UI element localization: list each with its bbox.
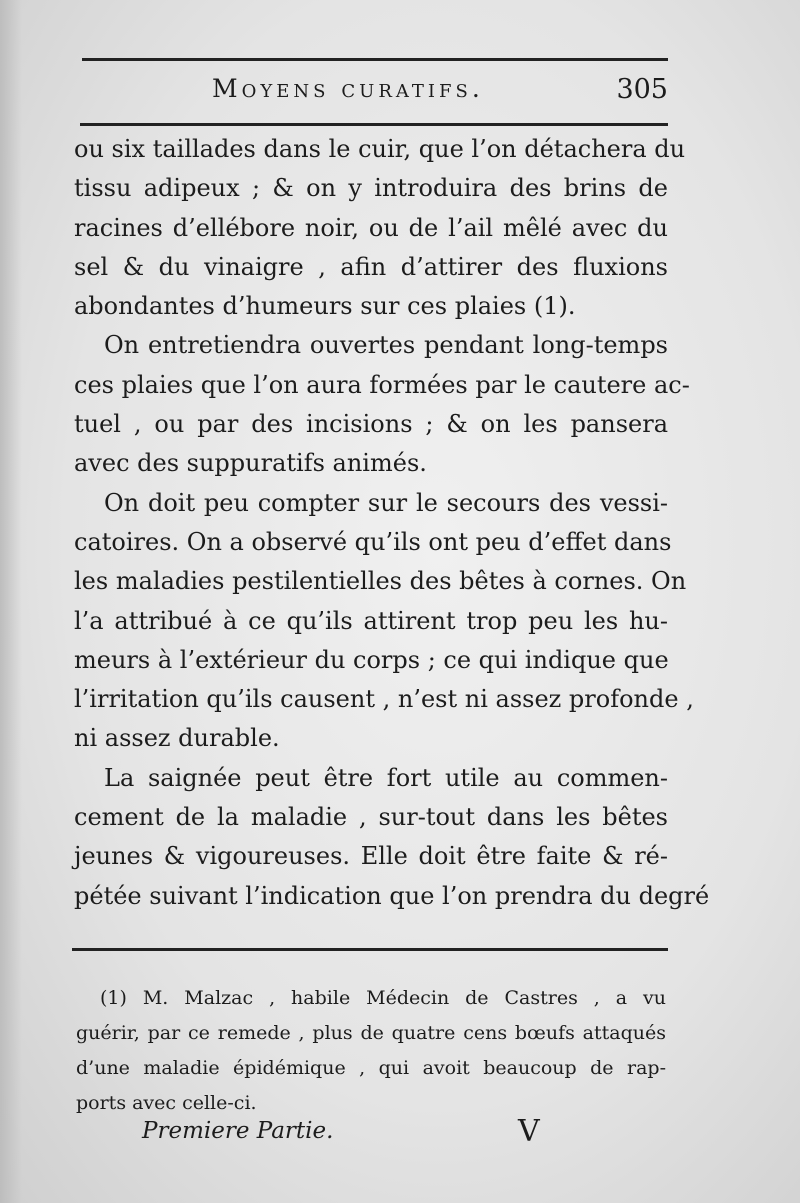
body-line: La saignée peut être fort utile au commen-	[104, 763, 668, 792]
body-line: racines d’ellébore noir, ou de l’ail mêlé avec du	[74, 213, 668, 242]
body-line: ni assez durable.	[74, 724, 280, 753]
body-line: sel & du vinaigre , afin d’attirer des fluxions	[74, 252, 668, 281]
body-line: On entretiendra ouvertes pendant long-temps	[104, 331, 668, 360]
body-line: pétée suivant l’indication que l’on prendra du degré	[74, 881, 710, 910]
header-top-rule	[82, 58, 668, 61]
footnote-rule	[72, 948, 668, 951]
body-line: cement de la maladie , sur-tout dans les bêtes	[74, 803, 668, 832]
running-head-title: Moyens curatifs.	[212, 74, 484, 103]
body-line: meurs à l’extérieur du corps ; ce qui indique que	[74, 645, 669, 674]
body-line: jeunes & vigoureuses. Elle doit être faite & ré-	[74, 842, 668, 871]
page-edge-shadow	[0, 0, 22, 1203]
footnote-line: ports avec celle-ci.	[76, 1092, 257, 1114]
body-text	[74, 130, 710, 916]
footnote	[76, 981, 666, 1121]
footnote-line: (1) M. Malzac , habile Médecin de Castres , a vu	[100, 987, 666, 1009]
body-line: tuel , ou par des incisions ; & on les pansera	[74, 410, 668, 439]
body-line: abondantes d’humeurs sur ces plaies (1).	[74, 292, 576, 321]
body-line: catoires. On a observé qu’ils ont peu d’effet dans	[74, 527, 672, 556]
body-line: On doit peu compter sur le secours des vessi-	[104, 488, 668, 517]
body-line: avec des suppuratifs animés.	[74, 449, 427, 478]
header-bottom-rule	[80, 123, 668, 126]
page-number: 305	[616, 74, 668, 105]
signature-mark: V	[518, 1114, 540, 1149]
body-line: les maladies pestilentielles des bêtes à cornes. On	[74, 567, 687, 596]
page-footer	[142, 1114, 582, 1158]
body-line: ou six taillades dans le cuir, que l’on détachera du	[74, 135, 686, 163]
running-head	[82, 74, 668, 114]
footnote-line: d’une maladie épidémique , qui avoit beaucoup de rap-	[76, 1057, 666, 1079]
body-line: ces plaies que l’on aura formées par le cautere ac-	[74, 370, 690, 399]
body-line: tissu adipeux ; & on y introduira des brins de	[74, 174, 668, 203]
body-line: l’a attribué à ce qu’ils attirent trop peu les hu-	[74, 606, 668, 635]
body-line: l’irritation qu’ils causent , n’est ni assez profonde ,	[74, 685, 694, 714]
footnote-line: guérir, par ce remede , plus de quatre cens bœufs attaqués	[76, 1022, 666, 1044]
part-label: Premiere Partie.	[142, 1118, 334, 1144]
